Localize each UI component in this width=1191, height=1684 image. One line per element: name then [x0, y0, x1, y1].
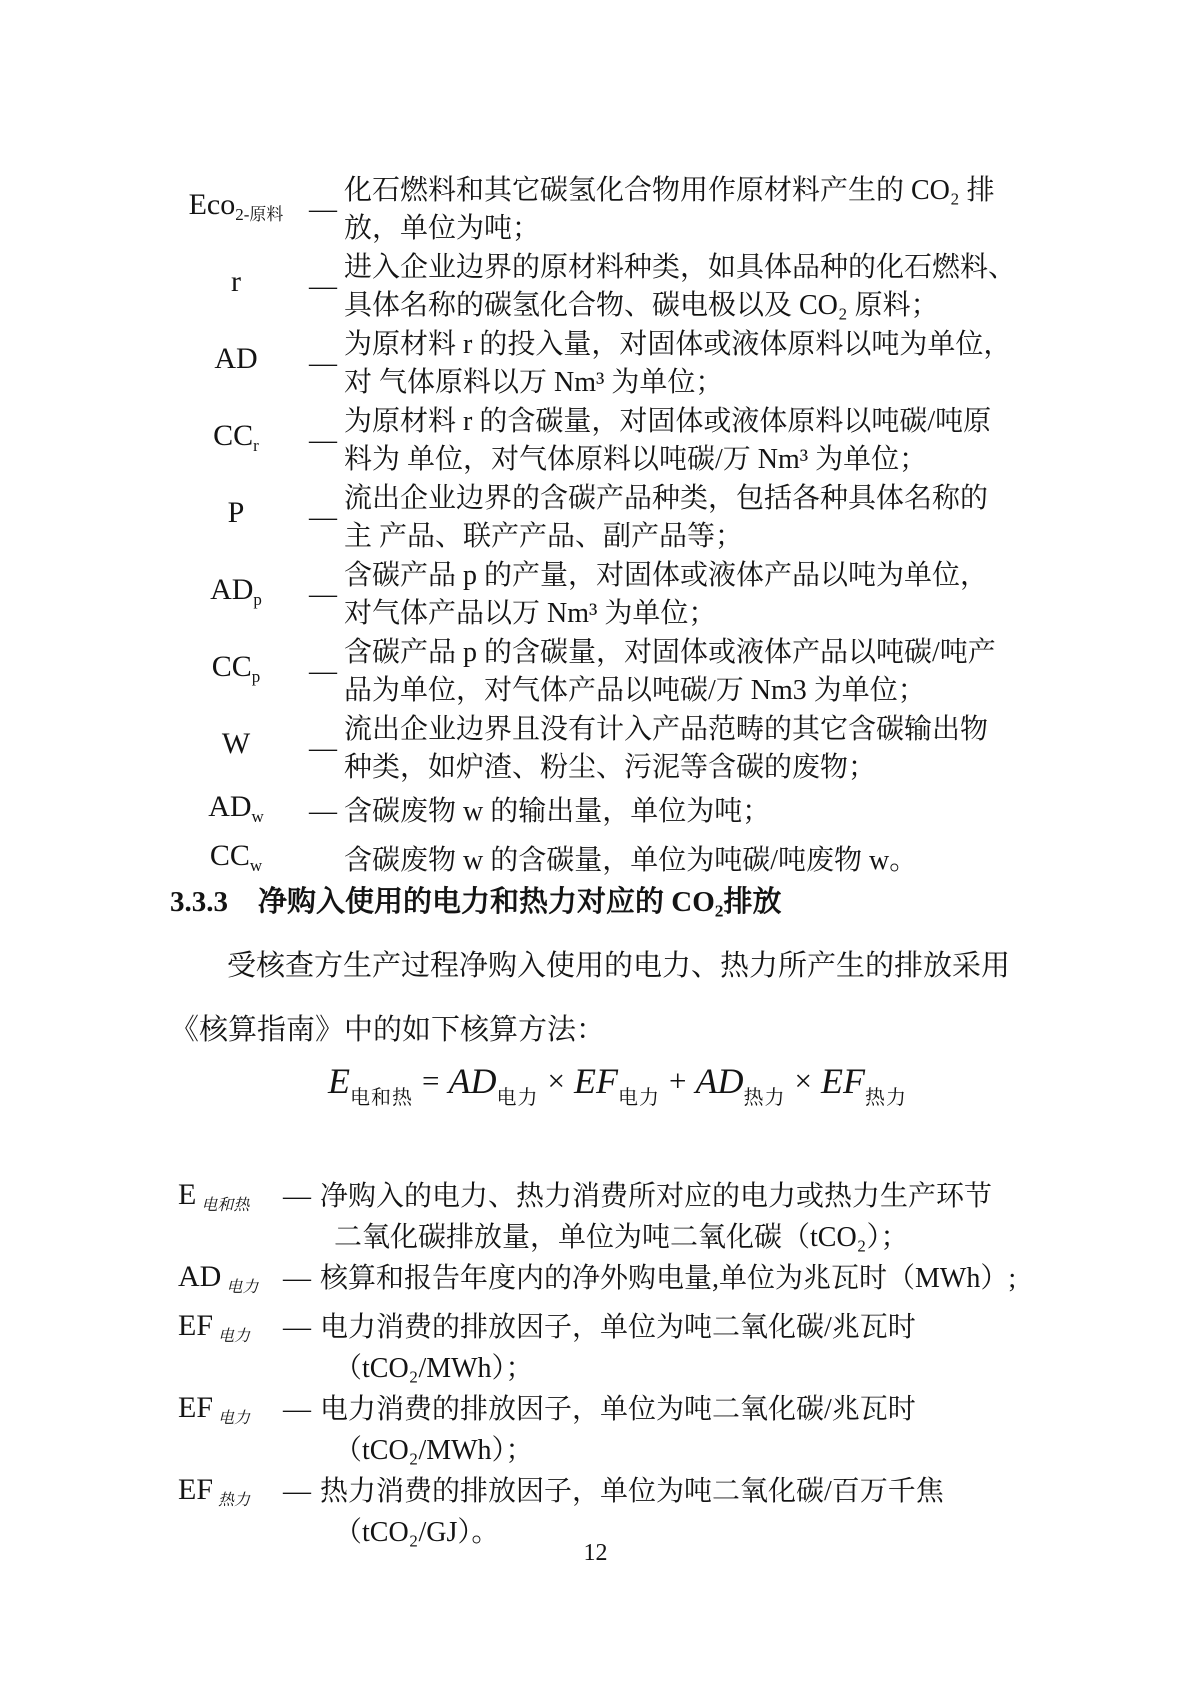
term-subscript: 电力	[226, 1279, 259, 1296]
definition-description	[344, 557, 1065, 633]
definition-dash: —	[309, 425, 337, 456]
formula-operator: ×	[547, 1063, 566, 1098]
section-heading	[170, 884, 1070, 920]
definition-description	[344, 249, 1065, 325]
definition-dash: —	[283, 1181, 311, 1212]
definition-row-ad-power	[178, 1258, 1063, 1307]
description-line: 电力消费的排放因子，单位为吨二氧化碳/兆瓦时	[320, 1312, 916, 1343]
definition-row-ef-power	[178, 1307, 1063, 1389]
definition-description	[320, 1307, 1063, 1389]
description-line: 为原材料 r 的含碳量，对固体或液体原料以吨碳/吨原	[344, 406, 992, 437]
term-base: W	[221, 727, 251, 760]
definition-description	[320, 1176, 1063, 1258]
definition-row-p	[170, 480, 1065, 556]
formula-part	[695, 1061, 786, 1109]
formula-part	[574, 1061, 660, 1109]
description-line: 对气体产品以万 Nm³ 为单位；	[344, 598, 717, 629]
definition-row-e-heat	[178, 1176, 1063, 1258]
definition-description	[344, 842, 1065, 880]
definition-dash: —	[283, 1263, 311, 1294]
definition-term	[178, 1389, 274, 1438]
formula-operator: +	[669, 1063, 687, 1098]
definition-row-eco2	[170, 172, 1065, 248]
formula-variable: AD	[695, 1061, 744, 1101]
term-subscript: 2-原料	[235, 205, 284, 224]
description-line: 品为单位，对气体产品以吨碳/万 Nm3 为单位；	[344, 675, 926, 706]
description-line: 二氧化碳排放量，单位为吨二氧化碳（tCO₂）；	[334, 1222, 909, 1253]
formula-variable: AD	[448, 1061, 497, 1101]
description-line: （tCO₂/MWh）；	[334, 1435, 534, 1466]
description-line: 料为 单位，对气体原料以吨碳/万 Nm³ 为单位；	[344, 444, 928, 475]
term-base: AD	[214, 342, 258, 375]
formula-variable: EF	[820, 1061, 865, 1101]
definition-row-adw	[170, 788, 1065, 836]
definition-term	[170, 417, 302, 465]
definition-row-ef-power-2	[178, 1389, 1063, 1471]
description-line: 流出企业边界的含碳产品种类，包括各种具体名称的	[344, 483, 989, 514]
formula-subscript: 电力	[496, 1087, 539, 1109]
definition-term	[170, 340, 302, 388]
description-line: 流出企业边界且没有计入产品范畴的其它含碳输出物	[344, 714, 989, 745]
description-line: 热力消费的排放因子，单位为吨二氧化碳/百万千焦	[320, 1476, 944, 1507]
definition-term	[170, 788, 302, 836]
definition-dash: —	[309, 348, 337, 379]
term-base: AD	[208, 790, 252, 823]
definition-row-ccw	[170, 837, 1065, 885]
definition-dash: —	[283, 1394, 311, 1425]
definition-term	[178, 1258, 274, 1307]
term-base: CC	[209, 839, 250, 872]
definition-row-w	[170, 711, 1065, 787]
definition-term	[170, 571, 302, 619]
formula-operator: =	[422, 1063, 440, 1098]
formula-operator: ×	[794, 1063, 812, 1098]
definition-dash: —	[309, 502, 337, 533]
paragraph-line: 受核查方生产过程净购入使用的电力、热力所产生的排放采用	[227, 950, 1011, 982]
description-line: 为原材料 r 的投入量，对固体或液体原料以吨为单位，	[344, 329, 1012, 360]
term-base: AD	[210, 573, 254, 606]
formula-part	[328, 1061, 414, 1109]
formula-variable: E	[328, 1061, 351, 1101]
term-subscript: 电力	[218, 1328, 251, 1345]
description-line: 含碳产品 p 的含碳量，对固体或液体产品以吨碳/吨产	[344, 637, 996, 668]
definition-dash: —	[283, 1476, 311, 1507]
term-subscript: 电和热	[201, 1197, 250, 1214]
page-number: 12	[583, 1540, 608, 1566]
definition-dash: —	[309, 271, 337, 302]
term-base: CC	[211, 650, 252, 683]
description-line: （tCO₂/MWh）；	[334, 1353, 534, 1384]
term-subscript: p	[253, 590, 262, 609]
definition-description	[344, 403, 1065, 479]
term-subscript: r	[253, 436, 259, 455]
description-line: 含碳废物 w 的输出量，单位为吨；	[344, 796, 771, 827]
description-line: 含碳废物 w 的含碳量，单位为吨碳/吨废物 w。	[344, 845, 918, 876]
formula-subscript: 电力	[618, 1087, 660, 1109]
formula-subscript: 热力	[743, 1087, 786, 1109]
term-subscript: 热力	[218, 1492, 251, 1509]
term-base: CC	[213, 419, 254, 452]
definition-row-ad	[170, 326, 1065, 402]
term-base: P	[227, 496, 245, 529]
definition-row-adp	[170, 557, 1065, 633]
definition-dash: —	[283, 1312, 311, 1343]
definition-term	[170, 494, 302, 542]
section-title: 净购入使用的电力和热力对应的 CO₂排放	[258, 886, 782, 918]
formula-part	[448, 1061, 539, 1109]
definition-term	[170, 263, 302, 311]
description-line: 具体名称的碳氢化合物、碳电极以及 CO₂ 原料；	[344, 290, 939, 321]
description-line: 种类，如炉渣、粉尘、污泥等含碳的废物；	[344, 752, 877, 783]
term-base: EF	[178, 1309, 214, 1342]
definition-description	[320, 1389, 1063, 1471]
formula-subscript: 电和热	[350, 1087, 414, 1109]
term-base: AD	[178, 1260, 222, 1293]
definition-row-r	[170, 249, 1065, 325]
term-subscript: w	[251, 807, 264, 826]
definition-term	[170, 725, 302, 773]
definition-row-ccr	[170, 403, 1065, 479]
description-line: 净购入的电力、热力消费所对应的电力或热力生产环节	[320, 1181, 993, 1212]
definition-term	[170, 837, 302, 885]
description-line: 含碳产品 p 的产量，对固体或液体产品以吨为单位，	[344, 560, 989, 591]
term-subscript: w	[249, 856, 263, 875]
definition-dash: —	[309, 796, 337, 827]
formula-subscript: 热力	[864, 1087, 907, 1109]
term-subscript: p	[251, 667, 261, 686]
description-line: 化石燃料和其它碳氢化合物用作原材料产生的 CO₂ 排	[344, 175, 995, 206]
definition-dash: —	[309, 733, 337, 764]
term-base: E	[178, 1178, 197, 1211]
definition-dash: —	[309, 579, 337, 610]
definition-term	[170, 648, 302, 696]
section-number: 3.3.3	[170, 886, 228, 918]
definition-list-bottom	[178, 1176, 1063, 1553]
definition-description	[344, 793, 1065, 831]
description-line: 进入企业边界的原材料种类，如具体品种的化石燃料、	[344, 252, 1017, 283]
definition-dash: —	[309, 194, 337, 225]
formula-variable: EF	[574, 1061, 618, 1101]
term-base: Eco	[188, 188, 236, 221]
description-line: 电力消费的排放因子，单位为吨二氧化碳/兆瓦时	[320, 1394, 916, 1425]
term-subscript: 电力	[218, 1410, 251, 1427]
definition-term	[170, 186, 302, 234]
term-base: r	[231, 265, 241, 298]
description-line: （tCO₂/GJ）。	[334, 1517, 500, 1548]
term-base: EF	[178, 1391, 214, 1424]
definition-description	[344, 172, 1065, 248]
definition-description	[344, 326, 1065, 402]
definition-description	[344, 480, 1065, 556]
description-line: 放，单位为吨；	[344, 213, 541, 244]
definition-description	[344, 711, 1065, 787]
description-line: 主 产品、联产产品、副产品等；	[344, 521, 744, 552]
definition-term	[178, 1471, 274, 1520]
definition-description	[344, 634, 1065, 710]
paragraph-line: 《核算指南》中的如下核算方法：	[170, 1014, 606, 1046]
description-line: 核算和报告年度内的净外购电量,单位为兆瓦时（MWh）;	[320, 1263, 1017, 1294]
definition-list-top	[170, 172, 1065, 886]
definition-term	[178, 1307, 274, 1356]
body-paragraph	[170, 934, 1065, 1062]
definition-description	[320, 1258, 1063, 1299]
emission-formula	[170, 1060, 1065, 1110]
definition-term	[178, 1176, 274, 1225]
description-line: 对 气体原料以万 Nm³ 为单位；	[344, 367, 724, 398]
definition-dash: —	[309, 656, 337, 687]
term-base: EF	[178, 1473, 214, 1506]
formula-part	[820, 1061, 907, 1109]
definition-row-ccp	[170, 634, 1065, 710]
